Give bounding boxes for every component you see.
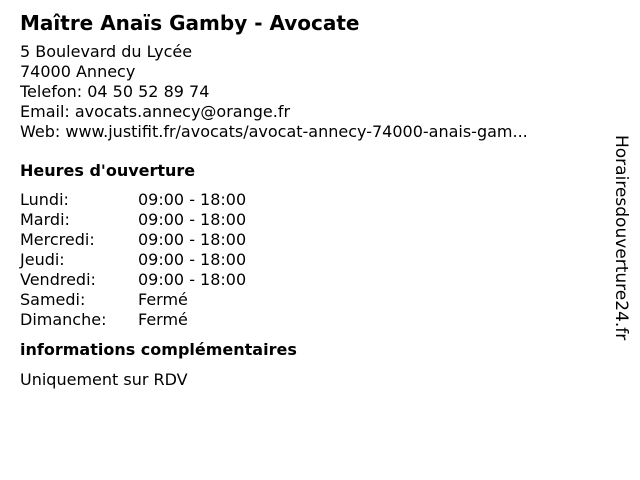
hours-day: Mardi: (20, 210, 70, 229)
hours-time: Fermé (138, 290, 188, 309)
hours-day: Jeudi: (20, 250, 65, 269)
business-card (20, 10, 600, 390)
email-line: Email: avocats.annecy@orange.fr (20, 102, 291, 121)
web-line: Web: www.justifit.fr/avocats/avocat-annecy-74000-anais-gam... (20, 122, 528, 141)
hours-day: Samedi: (20, 290, 86, 309)
hours-row-monday (20, 190, 246, 210)
additional-info-text: Uniquement sur RDV (20, 370, 188, 389)
opening-hours-heading: Heures d'ouverture (20, 161, 196, 180)
hours-day: Dimanche: (20, 310, 107, 329)
hours-row-wednesday (20, 230, 246, 250)
hours-row-friday (20, 270, 246, 290)
hours-time: Fermé (138, 310, 188, 329)
hours-day: Lundi: (20, 190, 69, 209)
hours-time: 09:00 - 18:00 (138, 190, 247, 209)
hours-row-saturday (20, 290, 246, 310)
hours-time: 09:00 - 18:00 (138, 210, 247, 229)
hours-time: 09:00 - 18:00 (138, 250, 247, 269)
address-city: 74000 Annecy (20, 62, 136, 81)
hours-row-sunday (20, 310, 246, 330)
phone-line: Telefon: 04 50 52 89 74 (20, 82, 210, 101)
page-title: Maître Anaïs Gamby - Avocate (20, 11, 360, 35)
address-street: 5 Boulevard du Lycée (20, 42, 193, 61)
hours-day: Mercredi: (20, 230, 95, 249)
hours-time: 09:00 - 18:00 (138, 270, 247, 289)
hours-row-tuesday (20, 210, 246, 230)
site-brand-label: Horairesdouverture24.fr (611, 135, 631, 341)
additional-info-heading: informations complémentaires (20, 340, 297, 359)
hours-day: Vendredi: (20, 270, 96, 289)
hours-row-thursday (20, 250, 246, 270)
opening-hours-table (20, 190, 246, 330)
hours-time: 09:00 - 18:00 (138, 230, 247, 249)
